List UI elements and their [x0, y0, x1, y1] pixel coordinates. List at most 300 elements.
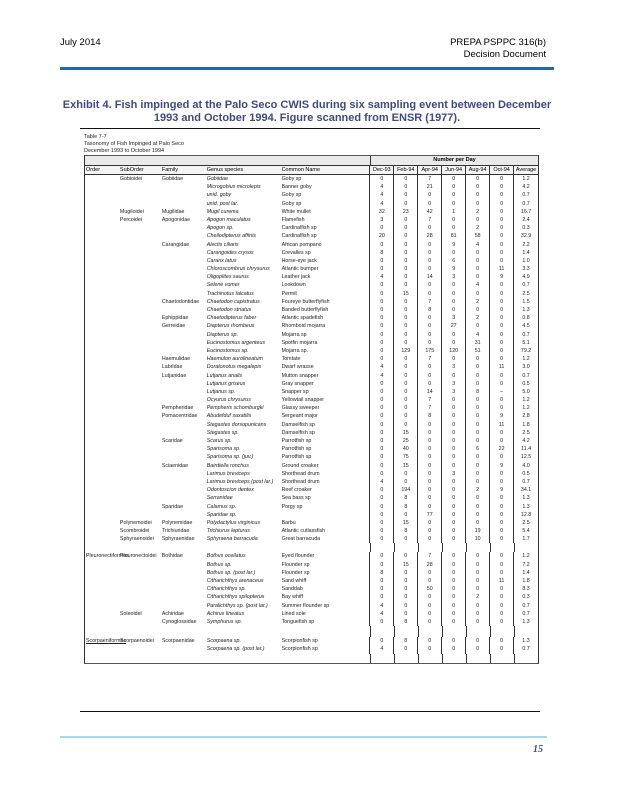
cell-average: 2.2: [513, 241, 538, 249]
cell-family: Achiridae: [161, 610, 184, 617]
cell-average: 0.7: [513, 645, 538, 653]
cell-aug-94: 0: [465, 637, 489, 645]
cell-suborder: [120, 298, 162, 306]
cell-aug-94: 0: [465, 183, 489, 191]
cell-oct-94: 0: [489, 396, 513, 404]
cell-aug-94: 2: [465, 593, 489, 601]
cell-oct-94: 22: [489, 445, 513, 453]
cell-suborder: Sphyraenoidei: [119, 536, 154, 543]
cell-average: 1.4: [513, 569, 538, 577]
cell-apr-94: 7: [417, 216, 441, 224]
cell-average: 0.7: [513, 191, 538, 199]
cell-feb-94: 8: [393, 494, 417, 502]
cell-genus-species: Lutjanus griseus: [206, 380, 246, 387]
cell-average: 11.4: [513, 445, 538, 453]
cell-aug-94: 0: [465, 503, 489, 511]
cell-common-name: Sergeant major: [281, 413, 318, 420]
cell-dec-93: 0: [369, 535, 393, 543]
cell-feb-94: 15: [393, 561, 417, 569]
cell-oct-94: 0: [489, 372, 513, 380]
cell-oct-94: 9: [489, 462, 513, 470]
cell-dec-93: 4: [369, 372, 393, 380]
table-row: [85, 535, 538, 543]
table-row: [85, 175, 538, 183]
table-row: [85, 372, 538, 380]
cell-average: 0.7: [513, 331, 538, 339]
cell-family: [162, 561, 207, 569]
cell-average: 7.2: [513, 561, 538, 569]
cell-jun-94: 0: [441, 355, 465, 363]
cell-apr-94: 0: [417, 249, 441, 257]
cell-common-name: Scorpionfish sp: [281, 638, 318, 645]
cell-common-name: Horse-eye jack: [281, 257, 317, 264]
cell-genus-species: Oligoplites saurus: [206, 274, 249, 281]
column-header-aug-94: Aug-94: [465, 166, 489, 174]
table-row: [85, 511, 538, 519]
cell-dec-93: 0: [369, 380, 393, 388]
cell-common-name: Mojarra sp: [281, 331, 307, 338]
cell-apr-94: 0: [417, 593, 441, 601]
cell-family: Mugilidae: [161, 208, 185, 215]
cell-family: [162, 265, 207, 273]
cell-jun-94: 0: [441, 372, 465, 380]
cell-aug-94: 0: [465, 618, 489, 626]
cell-feb-94: 0: [393, 511, 417, 519]
cell-feb-94: 8: [393, 527, 417, 535]
cell-average: 1.5: [513, 298, 538, 306]
table-row: [85, 257, 538, 265]
cell-aug-94: 6: [465, 445, 489, 453]
cell-aug-94: 0: [465, 585, 489, 593]
cell-oct-94: 0: [489, 535, 513, 543]
cell-feb-94: 129: [393, 347, 417, 355]
table-row: [85, 618, 538, 626]
cell-average: 1.8: [513, 421, 538, 429]
table-row: [85, 470, 538, 478]
cell-order: [85, 249, 120, 257]
cell-jun-94: 0: [441, 478, 465, 486]
row-spacer: [85, 654, 538, 663]
cell-average: 4.0: [513, 462, 538, 470]
cell-jun-94: 0: [441, 339, 465, 347]
cell-apr-94: 0: [417, 453, 441, 461]
cell-common-name: Flounder sp: [281, 569, 310, 576]
cell-suborder: [120, 486, 162, 494]
cell-average: 32.9: [513, 232, 538, 240]
cell-feb-94: 0: [393, 257, 417, 265]
cell-family: Haemulidae: [161, 356, 191, 363]
cell-aug-94: 0: [465, 602, 489, 610]
cell-jun-94: 0: [441, 593, 465, 601]
table-row: [85, 232, 538, 240]
cell-family: [162, 257, 207, 265]
cell-average: 8.3: [513, 585, 538, 593]
cell-feb-94: 0: [393, 331, 417, 339]
cell-suborder: [120, 445, 162, 453]
cell-common-name: Scorpionfish sp: [281, 646, 318, 653]
table-row: [85, 314, 538, 322]
cell-jun-94: 3: [441, 363, 465, 371]
cell-average: 5.4: [513, 527, 538, 535]
cell-apr-94: 77: [417, 511, 441, 519]
cell-oct-94: 0: [489, 610, 513, 618]
cell-aug-94: 0: [465, 257, 489, 265]
cell-common-name: White mullet: [281, 208, 311, 215]
cell-dec-93: 0: [369, 437, 393, 445]
cell-suborder: [120, 273, 162, 281]
cell-genus-species: Diapterus sp.: [206, 331, 238, 338]
cell-dec-93: 3: [369, 216, 393, 224]
cell-dec-93: 0: [369, 462, 393, 470]
cell-family: Carangidae: [161, 241, 190, 248]
cell-jun-94: 0: [441, 645, 465, 653]
cell-apr-94: 0: [417, 191, 441, 199]
cell-genus-species: unid. goby: [206, 192, 232, 199]
cell-common-name: Cardinalfish sp: [281, 225, 317, 232]
cell-apr-94: 7: [417, 396, 441, 404]
cell-average: 0.3: [513, 224, 538, 232]
table-row: [85, 273, 538, 281]
table-body: [85, 175, 538, 663]
cell-genus-species: Stegastes dorsopunicans: [206, 421, 267, 428]
cell-oct-94: 0: [489, 527, 513, 535]
cell-aug-94: 0: [465, 610, 489, 618]
cell-jun-94: 0: [441, 618, 465, 626]
table-row: [85, 585, 538, 593]
cell-apr-94: 0: [417, 322, 441, 330]
cell-aug-94: 31: [465, 339, 489, 347]
cell-oct-94: 0: [489, 519, 513, 527]
cell-dec-93: 0: [369, 175, 393, 183]
table-row: [85, 412, 538, 420]
cell-jun-94: 0: [441, 535, 465, 543]
cell-common-name: Banner goby: [281, 184, 312, 191]
cell-common-name: Mutton snapper: [281, 372, 319, 379]
cell-feb-94: 0: [393, 314, 417, 322]
cell-genus-species: Lutjanus sp.: [206, 388, 236, 395]
cell-oct-94: 0: [489, 241, 513, 249]
cell-common-name: Foureye butterflyfish: [281, 298, 330, 305]
cell-dec-93: 0: [369, 322, 393, 330]
cell-genus-species: Microgobius microlepis: [206, 184, 261, 191]
cell-genus-species: Bairdiella ronchus: [206, 462, 249, 469]
cell-common-name: Lookdown: [281, 282, 306, 289]
table-row: [85, 429, 538, 437]
header-doc-info: [450, 37, 546, 61]
cell-average: 1.2: [513, 552, 538, 560]
cell-aug-94: 0: [465, 322, 489, 330]
cell-suborder: [120, 380, 162, 388]
cell-aug-94: 58: [465, 232, 489, 240]
cell-dec-93: 0: [369, 257, 393, 265]
fish-taxonomy-table: [84, 155, 539, 664]
cell-average: 12.8: [513, 511, 538, 519]
cell-suborder: [120, 561, 162, 569]
cell-oct-94: 0: [489, 470, 513, 478]
cell-apr-94: 0: [417, 535, 441, 543]
cell-apr-94: 28: [417, 232, 441, 240]
cell-aug-94: 0: [465, 412, 489, 420]
cell-order: [85, 569, 120, 577]
cell-order: [85, 232, 120, 240]
cell-genus-species: Eucinostomus sp.: [206, 347, 249, 354]
cell-aug-94: 2: [465, 208, 489, 216]
cell-apr-94: 0: [417, 637, 441, 645]
cell-jun-94: 3: [441, 388, 465, 396]
cell-apr-94: 0: [417, 577, 441, 585]
column-header-jun-94: Jun-94: [441, 166, 465, 174]
table-row: [85, 437, 538, 445]
cell-suborder: Soleoidei: [119, 610, 142, 617]
cell-feb-94: 0: [393, 183, 417, 191]
table-row: [85, 298, 538, 306]
column-header-suborder: SubOrder: [119, 167, 144, 173]
cell-oct-94: 0: [489, 380, 513, 388]
cell-aug-94: 19: [465, 527, 489, 535]
column-header-family: Family: [161, 167, 179, 173]
cell-common-name: Summer flounder sp: [281, 602, 330, 609]
cell-suborder: [120, 314, 162, 322]
cell-average: 4.5: [513, 322, 538, 330]
cell-jun-94: 0: [441, 637, 465, 645]
cell-family: [162, 645, 207, 653]
cell-order: [85, 306, 120, 314]
column-header-common-name: Common Name: [281, 167, 321, 173]
table-group-header: [85, 155, 538, 165]
cell-genus-species: Paralichthys sp. (post lar.): [206, 602, 268, 609]
cell-dec-93: 0: [369, 503, 393, 511]
cell-aug-94: 0: [465, 363, 489, 371]
cell-jun-94: 0: [441, 486, 465, 494]
cell-order: [85, 322, 120, 330]
cell-suborder: [120, 503, 162, 511]
cell-aug-94: 0: [465, 249, 489, 257]
cell-suborder: [120, 645, 162, 653]
cell-oct-94: 0: [489, 306, 513, 314]
header-doc-subtitle: Decision Document: [463, 49, 546, 60]
cell-common-name: Damselfish sp: [281, 429, 315, 436]
cell-oct-94: 0: [489, 645, 513, 653]
cell-family: [162, 380, 207, 388]
cell-average: 4.2: [513, 437, 538, 445]
cell-oct-94: 0: [489, 494, 513, 502]
cell-jun-94: 9: [441, 241, 465, 249]
cell-family: [162, 224, 207, 232]
cell-genus-species: Citharichthys spilopterus: [206, 594, 265, 601]
cell-aug-94: 0: [465, 569, 489, 577]
cell-aug-94: 2: [465, 314, 489, 322]
cell-family: [162, 396, 207, 404]
cell-suborder: [120, 453, 162, 461]
cell-feb-94: 23: [393, 208, 417, 216]
cell-oct-94: 0: [489, 511, 513, 519]
cell-family: Polynemidae: [161, 519, 193, 526]
table-row: [85, 610, 538, 618]
cell-family: [162, 388, 207, 396]
cell-dec-93: 0: [369, 552, 393, 560]
cell-common-name: Goby sp: [281, 200, 302, 207]
cell-order: [85, 577, 120, 585]
cell-order: [85, 404, 120, 412]
cell-apr-94: 14: [417, 273, 441, 281]
cell-order: [85, 372, 120, 380]
cell-genus-species: Chaetodon capistratus: [206, 298, 260, 305]
cell-family: Sparidae: [161, 503, 184, 510]
cell-aug-94: 0: [465, 437, 489, 445]
cell-feb-94: 0: [393, 610, 417, 618]
cell-jun-94: 0: [441, 216, 465, 224]
cell-apr-94: 14: [417, 388, 441, 396]
cell-aug-94: 0: [465, 191, 489, 199]
cell-average: 2.8: [513, 412, 538, 420]
cell-order: [85, 412, 120, 420]
cell-suborder: [120, 404, 162, 412]
cell-average: 4.2: [513, 183, 538, 191]
cell-aug-94: 0: [465, 273, 489, 281]
cell-oct-94: 0: [489, 602, 513, 610]
column-header-oct-94: Oct-94: [489, 166, 513, 174]
cell-family: [162, 445, 207, 453]
table-row: [85, 645, 538, 653]
cell-jun-94: 0: [441, 602, 465, 610]
cell-oct-94: 0: [489, 453, 513, 461]
cell-oct-94: 0: [489, 208, 513, 216]
cell-common-name: Flounder sp: [281, 561, 310, 568]
cell-aug-94: 0: [465, 404, 489, 412]
cell-common-name: Spotfin mojarra: [281, 339, 318, 346]
cell-common-name: Shorthead drum: [281, 470, 320, 477]
cell-genus-species: Chaetodipterus faber: [206, 315, 257, 322]
cell-order: [85, 645, 120, 653]
cell-genus-species: Doratonotus megalepis: [206, 364, 262, 371]
cell-average: 1.2: [513, 404, 538, 412]
cell-suborder: [120, 372, 162, 380]
cell-oct-94: 0: [489, 437, 513, 445]
cell-order: [85, 519, 120, 527]
cell-aug-94: 0: [465, 511, 489, 519]
cell-genus-species: Calamus sp.: [206, 503, 237, 510]
cell-dec-93: 8: [369, 569, 393, 577]
cell-common-name: Sanddab: [281, 586, 303, 593]
cell-oct-94: 0: [489, 200, 513, 208]
cell-order: [85, 281, 120, 289]
column-header-feb-94: Feb-94: [393, 166, 417, 174]
cell-genus-species: Carangoides crysos: [206, 249, 254, 256]
table-row: [85, 322, 538, 330]
cell-aug-94: 0: [465, 355, 489, 363]
cell-genus-species: Achirus lineatus: [206, 610, 245, 617]
cell-jun-94: 0: [441, 421, 465, 429]
cell-suborder: [120, 241, 162, 249]
page-number: 15: [533, 744, 543, 755]
cell-genus-species: Lutjanus analis: [206, 372, 243, 379]
table-row: [85, 281, 538, 289]
table-row: [85, 593, 538, 601]
cell-oct-94: 11: [489, 363, 513, 371]
cell-dec-93: 0: [369, 453, 393, 461]
cell-dec-93: 0: [369, 494, 393, 502]
cell-suborder: [120, 494, 162, 502]
cell-jun-94: 0: [441, 175, 465, 183]
cell-common-name: Great barracuda: [281, 536, 321, 543]
cell-oct-94: 0: [489, 593, 513, 601]
cell-order: [85, 527, 120, 535]
cell-feb-94: 0: [393, 388, 417, 396]
cell-jun-94: 0: [441, 429, 465, 437]
cell-suborder: [120, 462, 162, 470]
cell-feb-94: 0: [393, 232, 417, 240]
column-header-genus-species: Genus species: [206, 167, 244, 173]
cell-dec-93: 0: [369, 306, 393, 314]
cell-dec-93: 4: [369, 610, 393, 618]
cell-apr-94: 0: [417, 241, 441, 249]
cell-genus-species: Bothus sp.: [206, 561, 232, 568]
cell-average: 2.5: [513, 290, 538, 298]
cell-genus-species: Apogon sp.: [206, 225, 234, 232]
cell-dec-93: 0: [369, 527, 393, 535]
table-row: [85, 503, 538, 511]
table-row: [85, 200, 538, 208]
cell-genus-species: Bothus sp. (post lar.): [206, 569, 256, 576]
cell-common-name: Bay whiff: [281, 594, 303, 601]
cell-suborder: Gobioidei: [119, 176, 143, 182]
cell-oct-94: 0: [489, 637, 513, 645]
cell-aug-94: 2: [465, 224, 489, 232]
cell-average: 2.5: [513, 519, 538, 527]
cell-aug-94: 0: [465, 290, 489, 298]
cell-jun-94: 0: [441, 191, 465, 199]
cell-aug-94: 0: [465, 421, 489, 429]
cell-suborder: [120, 388, 162, 396]
cell-oct-94: 0: [489, 314, 513, 322]
cell-oct-94: 0: [489, 561, 513, 569]
cell-dec-93: 0: [369, 618, 393, 626]
cell-jun-94: 120: [441, 347, 465, 355]
cell-oct-94: 0: [489, 503, 513, 511]
cell-family: [162, 421, 207, 429]
cell-jun-94: 0: [441, 183, 465, 191]
cell-common-name: Permit: [281, 290, 297, 297]
cell-oct-94: –: [489, 388, 513, 396]
cell-genus-species: Stegastes sp.: [206, 429, 239, 436]
cell-family: [162, 577, 207, 585]
cell-genus-species: Scorpaena sp. (post lar.): [206, 646, 265, 653]
cell-feb-94: 0: [393, 552, 417, 560]
cell-feb-94: 0: [393, 281, 417, 289]
cell-suborder: Percoidei: [119, 216, 143, 223]
cell-oct-94: 0: [489, 257, 513, 265]
cell-order: [85, 421, 120, 429]
table-row: [85, 478, 538, 486]
cell-genus-species: Trichiurus lepturus: [206, 528, 250, 535]
cell-feb-94: 0: [393, 191, 417, 199]
cell-aug-94: 0: [465, 372, 489, 380]
cell-dec-93: 8: [369, 249, 393, 257]
cell-average: 1.3: [513, 618, 538, 626]
cell-average: 0.5: [513, 380, 538, 388]
cell-apr-94: 0: [417, 569, 441, 577]
exhibit-title: Exhibit 4. Fish impinged at the Palo Seco CWIS during six sampling event between December 1993 and October 1994. Figure scanned from ENSR (1977).: [62, 99, 552, 124]
cell-genus-species: Sparisoma sp.: [206, 446, 241, 453]
cell-order: [85, 396, 120, 404]
cell-dec-93: 0: [369, 388, 393, 396]
cell-jun-94: 0: [441, 281, 465, 289]
cell-common-name: Gray snapper: [281, 380, 314, 387]
table-row: [85, 331, 538, 339]
cell-family: Pempheridae: [161, 405, 194, 412]
cell-feb-94: 194: [393, 486, 417, 494]
cell-apr-94: 0: [417, 494, 441, 502]
